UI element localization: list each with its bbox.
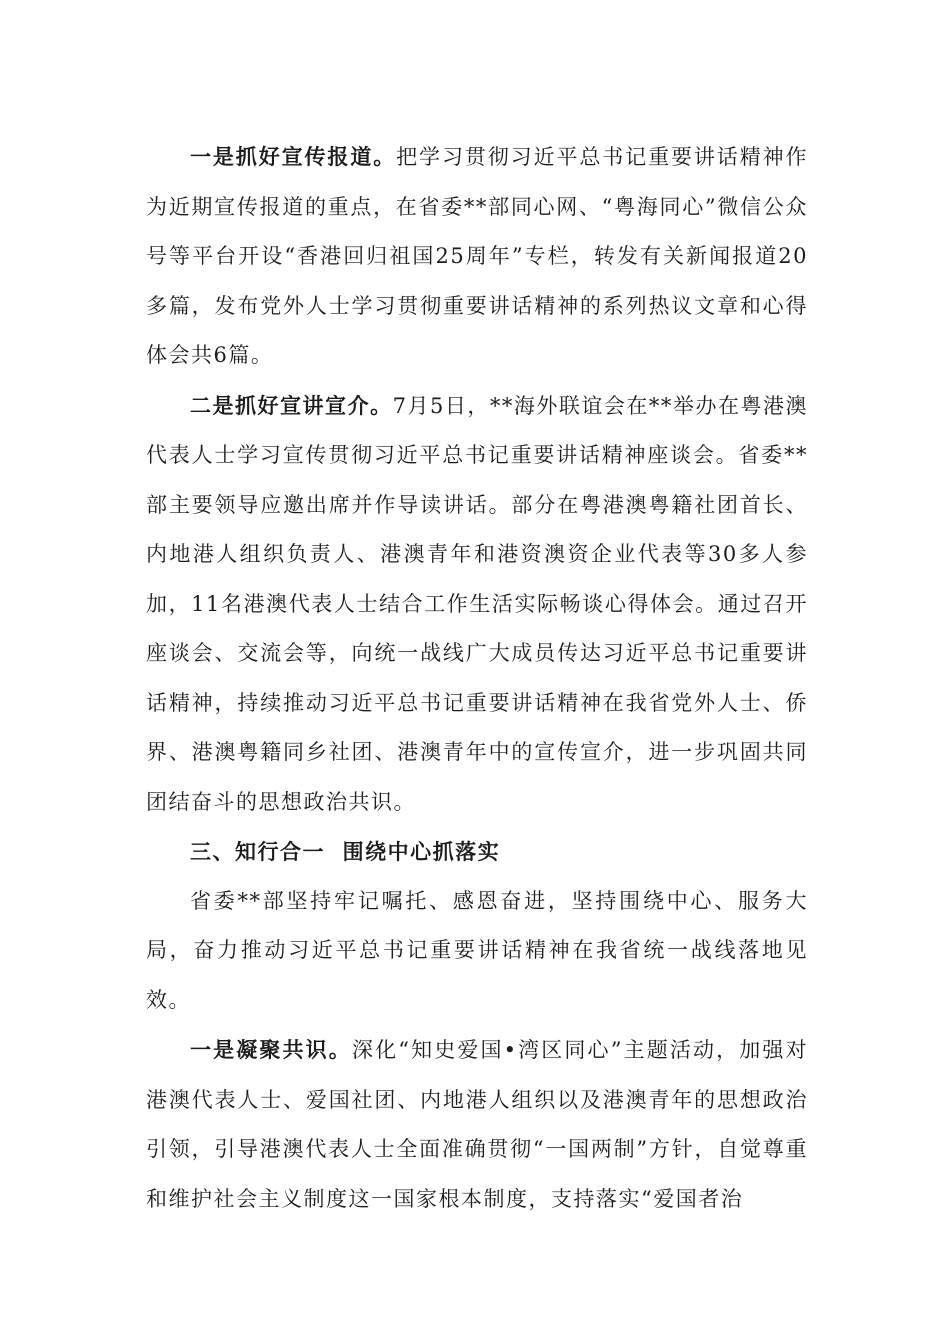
paragraph-publicity-lectures	[146, 381, 808, 828]
paragraph-build-consensus	[146, 1025, 808, 1224]
paragraph-lead: 二是抓好宣讲宣介。	[190, 392, 393, 418]
paragraph-text: 7月5日，**海外联谊会在**举办在粤港澳代表人士学习宣传贯彻习近平总书记重要讲话精神座谈会。省委**部主要领导应邀出席并作导读讲话。部分在粤港澳粤籍社团首长、内地港人组织负责人、港澳青年和港资澳资企业代表等30多人参加，11名港澳代表人士结合工作生活实际畅谈心得体会。通过召开座谈会、交流会等，向统一战线广大成员传达习近平总书记重要讲话精神，持续推动习近平总书记重要讲话精神在我省党外人士、侨界、港澳粤籍同乡社团、港澳青年中的宣传宣介，进一步巩固共同团结奋斗的思想政治共识。	[146, 393, 808, 814]
paragraph-publicity-reporting	[146, 132, 808, 381]
paragraph-lead: 一是凝聚共识。	[190, 1037, 352, 1062]
document-body	[146, 132, 808, 1224]
paragraph-lead: 一是抓好宣传报道。	[190, 144, 397, 169]
paragraph-text: 深化“知史爱国•湾区同心”主题活动，加强对港澳代表人士、爱国社团、内地港人组织以及港澳青年的思想政治引领，引导港澳代表人士全面准确贯彻“一国两制”方针，自觉尊重和维护社会主义制度这一国家根本制度，支持落实“爱国者治	[146, 1038, 809, 1211]
paragraph-text: 把学习贯彻习近平总书记重要讲话精神作为近期宣传报道的重点，在省委**部同心网、“粤海同心”微信公众号等平台开设“香港回归祖国25周年”专栏，转发有关新闻报道20多篇，发布党外人士学习贯彻重要讲话精神的系列热议文章和心得体会共6篇。	[146, 145, 809, 367]
section-heading: 三、知行合一 围绕中心抓落实	[190, 839, 501, 864]
section-intro: 省委**部坚持牢记嘱托、感恩奋进，坚持围绕中心、服务大局，奋力推动习近平总书记重要讲话精神在我省统一战线落地见效。	[146, 888, 808, 1012]
